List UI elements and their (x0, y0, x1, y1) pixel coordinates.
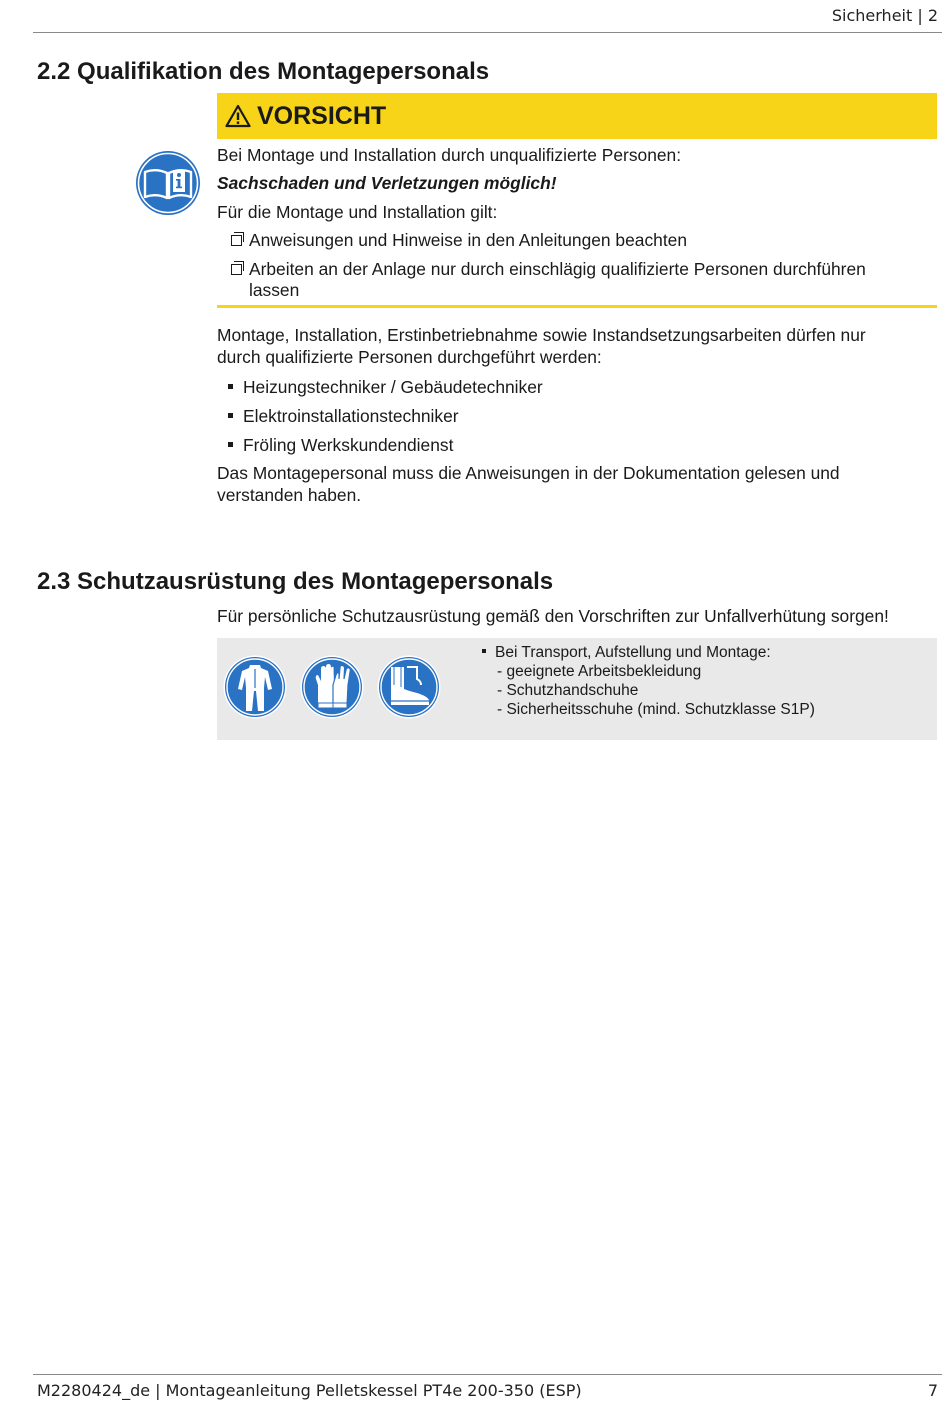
warning-label: VORSICHT (257, 101, 387, 130)
ppe-title: Bei Transport, Aufstellung und Montage: (482, 643, 815, 662)
section-heading-2-2: 2.2 Qualifikation des Montagepersonals (37, 58, 490, 85)
header-rule (33, 32, 942, 33)
warning-intro: Bei Montage und Installation durch unqualifizierte Personen: (217, 145, 682, 165)
warning-triangle-icon (225, 104, 251, 128)
ppe-item: - Sicherheitsschuhe (mind. Schutzklasse S1P) (497, 701, 815, 718)
ppe-intro: Für persönliche Schutzausrüstung gemäß den Vorschriften zur Unfallverhütung sorgen! (217, 606, 889, 626)
checkbox-bullet-icon (231, 235, 242, 246)
list-item: Fröling Werkskundendienst (228, 434, 453, 456)
read-manual-icon (135, 150, 201, 216)
list-item: Heizungstechniker / Gebäudetechniker (228, 376, 543, 398)
safety-boots-icon (377, 655, 441, 719)
bullet-square-icon (228, 413, 233, 418)
bullet-square-icon (228, 442, 233, 447)
footer-rule (33, 1374, 942, 1375)
paragraph-qualification: Montage, Installation, Erstinbetriebnahme sowie Instandsetzungsarbeiten dürfen nur (217, 325, 866, 345)
ppe-item: - geeignete Arbeitsbekleidung (497, 663, 702, 680)
warning-consequence: Sachschaden und Verletzungen möglich! (217, 173, 557, 193)
warning-bottom-rule (217, 305, 937, 308)
paragraph-documentation: verstanden haben. (217, 485, 362, 505)
ppe-item: - Schutzhandschuhe (497, 682, 639, 699)
section-heading-2-3: 2.3 Schutzausrüstung des Montagepersonals (37, 568, 554, 595)
warning-item: Arbeiten an der Anlage nur durch einschlägig qualifizierte Personen durchführen lassen (231, 259, 909, 301)
running-header: Sicherheit | 2 (831, 6, 938, 25)
footer-document-title: M2280424_de | Montageanleitung Pelletskessel PT4e 200-350 (ESP) (37, 1381, 582, 1400)
paragraph-documentation: Das Montagepersonal muss die Anweisungen in der Dokumentation gelesen und (217, 463, 840, 483)
paragraph-qualification: durch qualifizierte Personen durchgeführt werden: (217, 347, 602, 367)
bullet-square-icon (482, 649, 486, 653)
protective-gloves-icon (300, 655, 364, 719)
checkbox-bullet-icon (231, 264, 242, 275)
warning-banner (217, 93, 937, 139)
page-number: 7 (927, 1381, 938, 1400)
bullet-square-icon (228, 384, 233, 389)
protective-clothing-icon (223, 655, 287, 719)
warning-applies: Für die Montage und Installation gilt: (217, 202, 498, 222)
ppe-requirements (482, 643, 815, 719)
warning-item: Anweisungen und Hinweise in den Anleitungen beachten (231, 230, 909, 251)
list-item: Elektroinstallationstechniker (228, 405, 459, 427)
